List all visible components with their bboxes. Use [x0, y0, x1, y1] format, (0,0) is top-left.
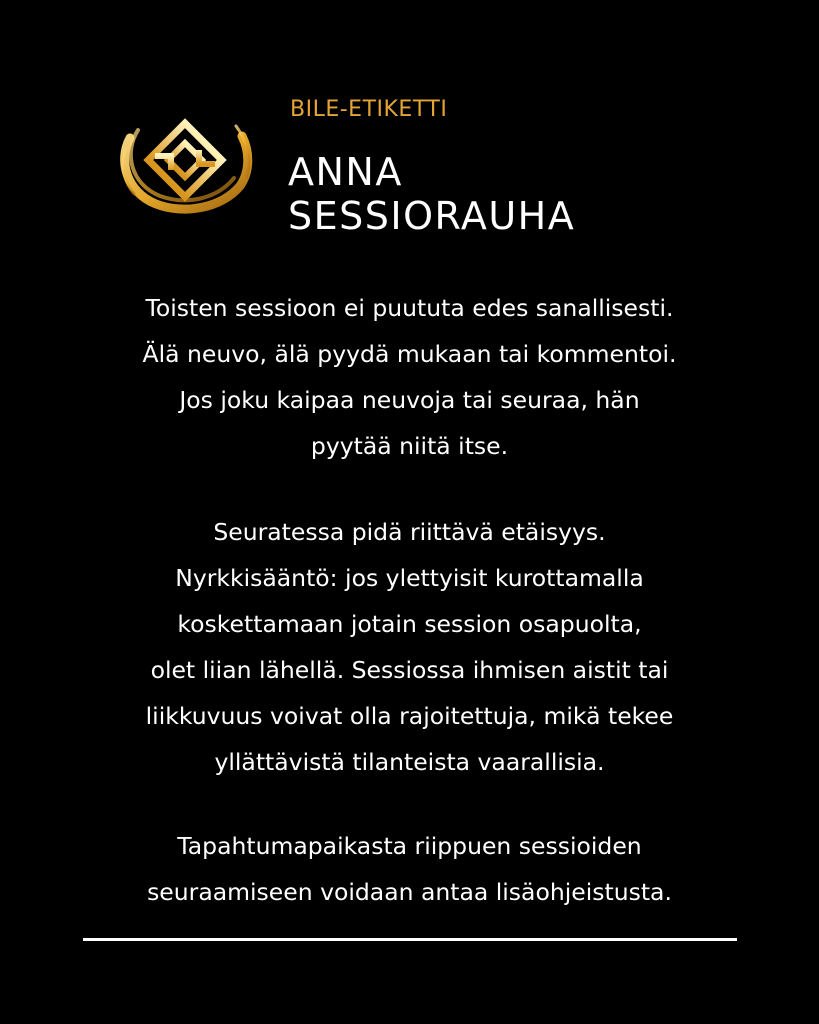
paragraph-2-line-1: Seuratessa pidä riittävä etäisyys.	[213, 518, 606, 546]
paragraph-2-line-3: koskettamaan jotain session osapuolta,	[177, 610, 642, 638]
paragraph-2-line-5: liikkuvuus voivat olla rajoitettuja, mikä tekee	[145, 702, 674, 730]
paragraph-1	[40, 285, 779, 469]
gold-swirl-emblem-icon	[112, 108, 258, 216]
paragraph-1-line-2: Älä neuvo, älä pyydä mukaan tai kommentoi.	[142, 340, 677, 368]
paragraph-3-line-2: seuraamiseen voidaan antaa lisäohjeistusta.	[147, 878, 672, 906]
paragraph-2	[40, 509, 779, 785]
page-title-line-1: ANNA	[288, 150, 403, 194]
section-kicker: BILE-ETIKETTI	[290, 97, 448, 122]
paragraph-3-line-1: Tapahtumapaikasta riippuen sessioiden	[177, 832, 642, 860]
paragraph-2-line-6: yllättävistä tilanteista vaarallisia.	[214, 748, 605, 776]
page-title	[288, 150, 575, 238]
paragraph-3	[40, 823, 779, 915]
paragraph-1-line-3: Jos joku kaipaa neuvoja tai seuraa, hän	[179, 386, 640, 414]
paragraph-1-line-4: pyytää niitä itse.	[310, 432, 509, 460]
header	[0, 0, 819, 260]
paragraph-2-line-2: Nyrkkisääntö: jos ylettyisit kurottamalla	[175, 564, 644, 592]
paragraph-1-line-1: Toisten sessioon ei puututa edes sanallisesti.	[145, 294, 674, 322]
bottom-divider	[83, 938, 737, 941]
paragraph-2-line-4: olet liian lähellä. Sessiossa ihmisen aistit tai	[150, 656, 669, 684]
page-title-line-2: SESSIORAUHA	[288, 194, 576, 238]
